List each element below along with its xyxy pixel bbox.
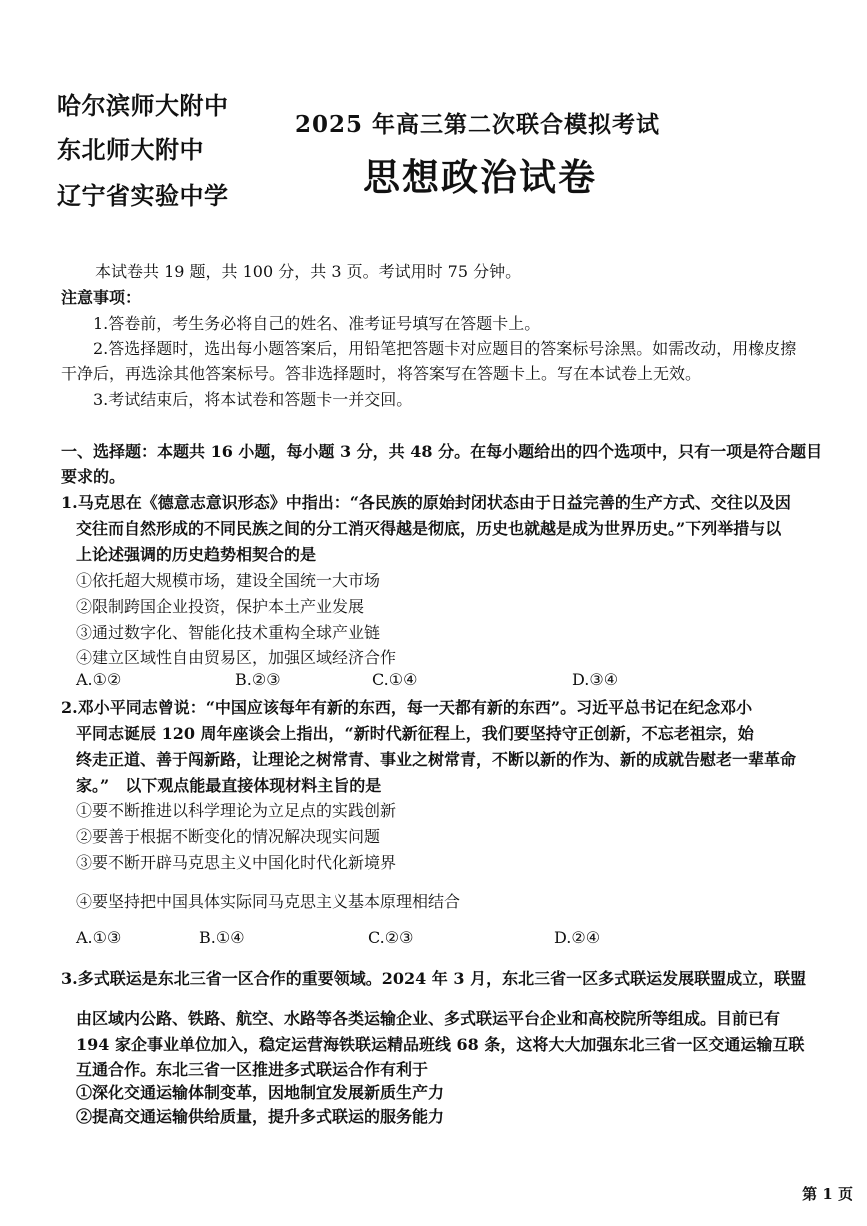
q2-statement-3: ③要不断开辟马克思主义中国化时代化新境界	[76, 853, 397, 872]
page-number: 第 1 页	[802, 1185, 853, 1203]
q1-stem-line-3: 上论述强调的历史趋势相契合的是	[76, 545, 317, 564]
q1-stem-line-1: 1.马克思在《德意志意识形态》中指出：“各民族的原始封闭状态由于日益完善的生产方式、交往以及因	[61, 493, 791, 512]
q1-statement-3: ③通过数字化、智能化技术重构全球产业链	[76, 623, 381, 642]
exam-summary: 本试卷共 19 题，共 100 分，共 3 页。考试用时 75 分钟。	[95, 262, 522, 281]
q3-statement-2: ②提高交通运输供给质量，提升多式联运的服务能力	[76, 1107, 445, 1126]
notice-item-2: 2.答选择题时，选出每小题答案后，用铅笔把答题卡对应题目的答案标号涂黑。如需改动，用橡皮擦	[93, 339, 797, 358]
q2-option-a: A.①③	[76, 928, 122, 947]
q1-stem-line-2: 交往而自然形成的不同民族之间的分工消灭得越是彻底，历史也就越是成为世界历史。”下列举措与以	[76, 519, 782, 538]
q3-stem-line-2: 由区域内公路、铁路、航空、水路等各类运输企业、多式联运平台企业和高校院所等组成。目前已有	[76, 1009, 781, 1028]
notice-item-3: 3.考试结束后，将本试卷和答题卡一并交回。	[93, 390, 413, 409]
q3-stem-line-4: 互通合作。东北三省一区推进多式联运合作有利于	[76, 1060, 429, 1079]
section-heading-line-1: 一、选择题：本题共 16 小题，每小题 3 分，共 48 分。在每小题给出的四个选项中，只有一项是符合题目	[61, 442, 823, 461]
exam-title: 2025 年高三第二次联合模拟考试	[295, 111, 661, 138]
q1-option-d: D.③④	[572, 670, 619, 689]
q1-option-b: B.②③	[235, 670, 281, 689]
q2-option-b: B.①④	[199, 928, 245, 947]
q2-stem-line-4: 家。” 以下观点能最直接体现材料主旨的是	[76, 776, 382, 795]
q2-option-c: C.②③	[368, 928, 414, 947]
q3-statement-1: ①深化交通运输体制变革，因地制宜发展新质生产力	[76, 1083, 445, 1102]
section-heading-line-2: 要求的。	[61, 467, 126, 486]
q2-stem-line-1: 2.邓小平同志曾说：“中国应该每年有新的东西，每一天都有新的东西”。习近平总书记在纪念邓小	[61, 698, 753, 717]
q3-stem-line-3: 194 家企事业单位加入，稳定运营海铁联运精品班线 68 条，这将大大加强东北三省一区交通运输互联	[76, 1035, 805, 1054]
q2-statement-1: ①要不断推进以科学理论为立足点的实践创新	[76, 801, 397, 820]
q2-option-d: D.②④	[554, 928, 601, 947]
notice-item-1: 1.答卷前，考生务必将自己的姓名、准考证号填写在答题卡上。	[93, 314, 541, 333]
q3-stem-line-1: 3.多式联运是东北三省一区合作的重要领域。2024 年 3 月，东北三省一区多式联运发展联盟成立，联盟	[61, 969, 807, 988]
q2-statement-4: ④要坚持把中国具体实际同马克思主义基本原理相结合	[76, 892, 461, 911]
q1-option-c: C.①④	[372, 670, 418, 689]
subject-title: 思想政治试卷	[363, 155, 597, 199]
school-name-3: 辽宁省实验中学	[57, 182, 229, 210]
q1-option-a: A.①②	[76, 670, 122, 689]
school-name-1: 哈尔滨师大附中	[57, 92, 229, 120]
q1-statement-2: ②限制跨国企业投资，保护本土产业发展	[76, 597, 365, 616]
school-name-2: 东北师大附中	[57, 136, 204, 164]
notice-heading: 注意事项：	[61, 288, 142, 307]
q2-statement-2: ②要善于根据不断变化的情况解决现实问题	[76, 827, 381, 846]
q2-stem-line-2: 平同志诞辰 120 周年座谈会上指出，“新时代新征程上，我们要坚持守正创新，不忘老祖宗，始	[76, 724, 754, 743]
q1-statement-1: ①依托超大规模市场，建设全国统一大市场	[76, 571, 381, 590]
notice-item-2-cont: 干净后，再选涂其他答案标号。答非选择题时，将答案写在答题卡上。写在本试卷上无效。	[61, 364, 702, 383]
q1-statement-4: ④建立区域性自由贸易区，加强区域经济合作	[76, 648, 397, 667]
q2-stem-line-3: 终走正道、善于闯新路，让理论之树常青、事业之树常青，不断以新的作为、新的成就告慰老一辈革命	[76, 750, 797, 769]
